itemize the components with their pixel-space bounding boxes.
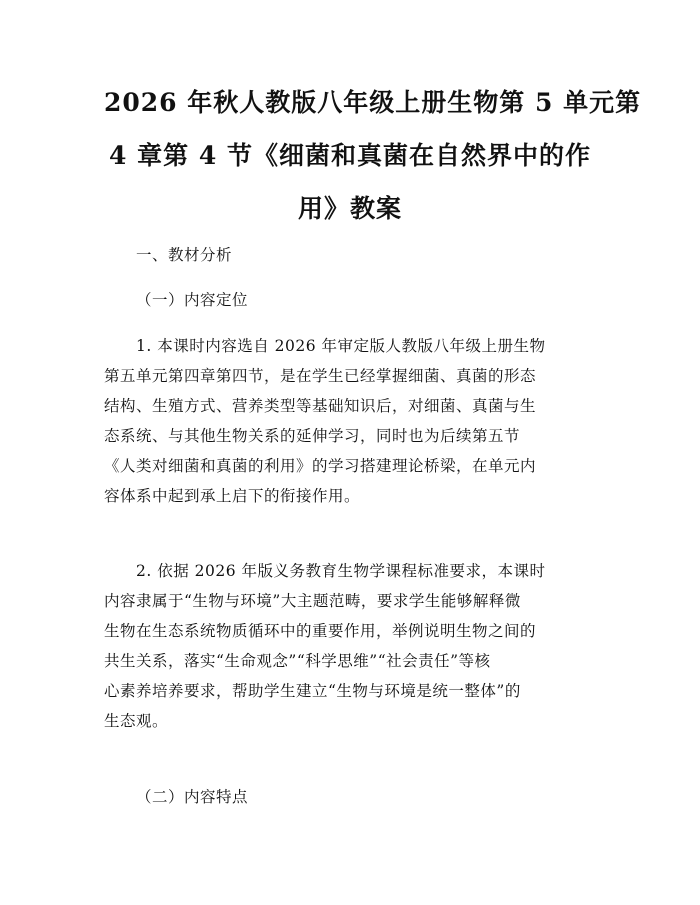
paragraph-line: 生物在生态系统物质循环中的重要作用，举例说明生物之间的 [104,622,537,640]
title-line: 4 章第 4 节《细菌和真菌在自然界中的作 [109,141,591,170]
paragraph-line: 内容隶属于“生物与环境”大主题范畴，要求学生能够解释微 [104,592,521,610]
title-line: 2026 年秋人教版八年级上册生物第 5 单元第 [104,88,642,117]
paragraph-line: 共生关系，落实“生命观念”“科学思维”“社会责任”等核 [104,652,491,670]
subsection-heading-content-features: （二）内容特点 [136,788,249,806]
paragraph-line: 《人类对细菌和真菌的利用》的学习搭建理论桥梁，在单元内 [104,457,537,475]
subsection-heading-content-positioning: （一）内容定位 [136,291,249,309]
paragraph-line: 2. 依据 2026 年版义务教育生物学课程标准要求，本课时 [136,562,546,580]
section-heading-teaching-material-analysis: 一、教材分析 [136,246,233,264]
paragraph-line: 心素养培养要求，帮助学生建立“生物与环境是统一整体”的 [104,682,521,700]
paragraph-line: 1. 本课时内容选自 2026 年审定版人教版八年级上册生物 [136,337,546,355]
paragraph-line: 态系统、与其他生物关系的延伸学习，同时也为后续第五节 [104,427,521,445]
paragraph-line: 生态观。 [104,712,169,730]
document-title [104,0,642,235]
paragraph-line: 结构、生殖方式、营养类型等基础知识后，对细菌、真菌与生 [104,397,537,415]
title-line: 用》教案 [297,194,402,223]
paragraph-line: 容体系中起到承上启下的衔接作用。 [104,487,361,505]
paragraph-line: 第五单元第四章第四节，是在学生已经掌握细菌、真菌的形态 [104,367,537,385]
paragraph-content-positioning-2 [104,556,596,736]
paragraph-content-positioning-1 [104,331,596,511]
